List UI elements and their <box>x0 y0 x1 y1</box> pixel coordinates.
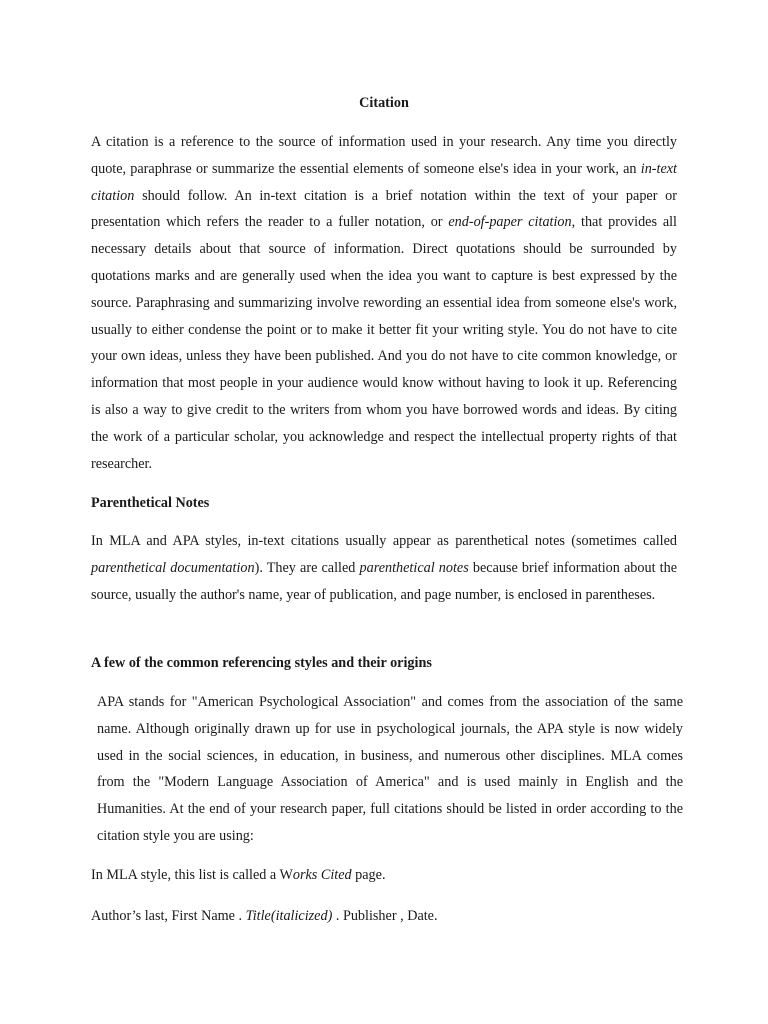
mla-italic-works-cited: orks Cited <box>292 867 352 883</box>
intro-text-1: A citation is a reference to the source of information used in your research. Any time you directly quote, paraphrase or summarize the essential elements of someone else's idea in your work, an <box>91 134 677 177</box>
parenthetical-italic-documentation: parenthetical documentation <box>91 559 255 576</box>
format-text-1: Author’s last, First Name . <box>91 908 246 924</box>
mla-text-2: page. <box>351 867 386 883</box>
parenthetical-paragraph <box>91 528 677 608</box>
document-title: Citation <box>359 95 409 111</box>
intro-italic-end-of-paper-citation: end-of-paper citation <box>448 214 572 231</box>
intro-italic-in-text-citation: in-text citation <box>91 160 677 204</box>
section-heading-parenthetical-notes: Parenthetical Notes <box>91 495 210 511</box>
format-text-2: . Publisher , Date. <box>332 908 438 924</box>
intro-text-2: should follow. An in-text citation is a brief notation within the text of your paper or presentation which refers the reader to a fuller notation, or <box>91 187 677 231</box>
mla-text-1: In MLA style, this list is called a W <box>91 867 293 883</box>
format-italic-title: Title(italicized) <box>245 908 333 924</box>
intro-paragraph <box>91 129 677 477</box>
intro-text-3: , that provides all necessary details about that source of information. Direct quotations should be surrounded by quotations marks and are generally used when the idea you want to capture is best expressed by the source. Paraphrasing and summarizing involve rewording an essential idea from someone else's work, usually to either condense the point or to make it better fit your writing style. You do not have to cite your own ideas, unless they have been published. And you do not have to cite common knowledge, or information that most people in your audience would know without having to look it up. Referencing is also a way to give credit to the writers from whom you have borrowed words and ideas. By citing the work of a particular scholar, you acknowledge and respect the intellectual property rights of that researcher. <box>91 214 677 472</box>
parenthetical-italic-notes: parenthetical notes <box>359 559 469 576</box>
styles-paragraph: APA stands for "American Psychological Association" and comes from the association of the same name. Although originally drawn up for use in psychological journals, the APA style is now widely used in the social sciences, in education, in business, and numerous other disciplines. MLA comes from the "Modern Language Association of America" and is used mainly in English and the Humanities. At the end of your research paper, full citations should be listed in order according to the citation style you are using: <box>97 694 683 844</box>
parenthetical-text-2: ). They are called <box>254 559 360 576</box>
citation-format-line <box>91 903 677 929</box>
mla-works-cited-line <box>91 862 677 888</box>
parenthetical-text-3: because brief information about the source, usually the author's name, year of publication, and page number, is enclosed in parentheses. <box>91 559 677 603</box>
parenthetical-text-1: In MLA and APA styles, in-text citations usually appear as parenthetical notes (sometimes called <box>91 533 677 549</box>
section-heading-referencing-styles: A few of the common referencing styles and their origins <box>91 655 432 671</box>
